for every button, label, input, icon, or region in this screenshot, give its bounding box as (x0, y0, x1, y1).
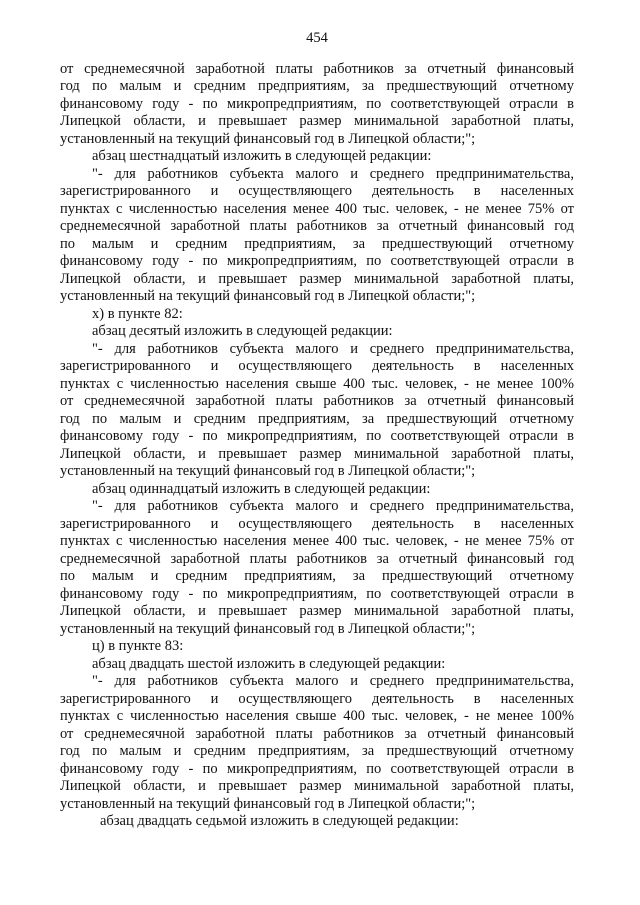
text-line: "- для работников субъекта малого и среднего предпринимательства, (92, 165, 574, 182)
text-line: зарегистрированного и осуществляющего деятельность в населенных (60, 515, 574, 532)
text-line: установленный на текущий финансовый год в Липецкой области;"; (60, 795, 476, 812)
text-line: пунктах с численностью населения менее 400 тыс. человек, - не менее 75% от (60, 200, 574, 217)
text-line: год по малым и средним предприятиям, за предшествующий отчетному (60, 743, 574, 759)
text-line: от среднемесячной заработной платы работников за отчетный финансовый (60, 60, 574, 77)
text-line: по малым и средним предприятиям, за предшествующий отчетному (60, 568, 574, 584)
page-number: 454 (306, 30, 328, 46)
text-line: год по малым и средним предприятиям, за предшествующий отчетному (60, 410, 574, 427)
text-line: финансовому году - по микропредприятиям, по соответствующей отрасли в (60, 95, 574, 112)
document-body (60, 61, 574, 831)
text-line: абзац шестнадцатый изложить в следующей редакции: (92, 148, 432, 164)
text-line: финансовому году - по микропредприятиям, по соответствующей отрасли в (60, 760, 574, 777)
text-line: финансовому году - по микропредприятиям, по соответствующей отрасли в (60, 253, 574, 269)
text-line: по малым и средним предприятиям, за предшествующий отчетному (60, 235, 574, 252)
text-line: абзац двадцать шестой изложить в следующей редакции: (92, 655, 446, 672)
text-line: "- для работников субъекта малого и среднего предпринимательства, (92, 340, 574, 357)
text-line: среднемесячной заработной платы работников за отчетный финансовый год (60, 218, 574, 234)
text-line: пунктах с численностью населения менее 400 тыс. человек, - не менее 75% от (60, 533, 574, 549)
text-line: х) в пункте 82: (92, 305, 183, 322)
text-line: Липецкой области, и превышает размер минимальной заработной платы, (60, 270, 574, 287)
text-line: установленный на текущий финансовый год в Липецкой области;"; (60, 463, 476, 479)
text-line: пунктах с численностью населения свыше 400 тыс. человек, - не менее 100% (60, 708, 574, 724)
text-line: ц) в пункте 83: (92, 638, 184, 654)
text-line: абзац одиннадцатый изложить в следующей редакции: (92, 480, 431, 497)
text-line: абзац десятый изложить в следующей редакции: (92, 323, 393, 339)
text-line: среднемесячной заработной платы работников за отчетный финансовый год (60, 550, 574, 567)
text-line: Липецкой области, и превышает размер минимальной заработной платы, (60, 445, 574, 462)
text-line: от среднемесячной заработной платы работников за отчетный финансовый (60, 393, 574, 409)
text-line: Липецкой области, и превышает размер минимальной заработной платы, (60, 778, 574, 794)
text-line: финансовому году - по микропредприятиям, по соответствующей отрасли в (60, 428, 574, 444)
text-line: установленный на текущий финансовый год в Липецкой области;"; (60, 130, 476, 147)
text-line: зарегистрированного и осуществляющего деятельность в населенных (60, 690, 574, 707)
text-line: зарегистрированного и осуществляющего деятельность в населенных (60, 183, 574, 199)
text-line: "- для работников субъекта малого и среднего предпринимательства, (92, 498, 574, 514)
text-line: установленный на текущий финансовый год в Липецкой области;"; (60, 288, 476, 304)
text-line: установленный на текущий финансовый год в Липецкой области;"; (60, 620, 476, 637)
text-line: абзац двадцать седьмой изложить в следующей редакции: (100, 813, 459, 829)
text-line: "- для работников субъекта малого и среднего предпринимательства, (92, 673, 574, 689)
text-line: пунктах с численностью населения свыше 400 тыс. человек, - не менее 100% (60, 375, 574, 392)
text-line: зарегистрированного и осуществляющего деятельность в населенных (60, 358, 574, 374)
text-line: от среднемесячной заработной платы работников за отчетный финансовый (60, 725, 574, 742)
text-line: год по малым и средним предприятиям, за предшествующий отчетному (60, 78, 574, 94)
text-line: Липецкой области, и превышает размер минимальной заработной платы, (60, 113, 574, 129)
text-line: Липецкой области, и превышает размер минимальной заработной платы, (60, 603, 574, 619)
document-page (60, 30, 574, 831)
text-line: финансовому году - по микропредприятиям, по соответствующей отрасли в (60, 585, 574, 602)
